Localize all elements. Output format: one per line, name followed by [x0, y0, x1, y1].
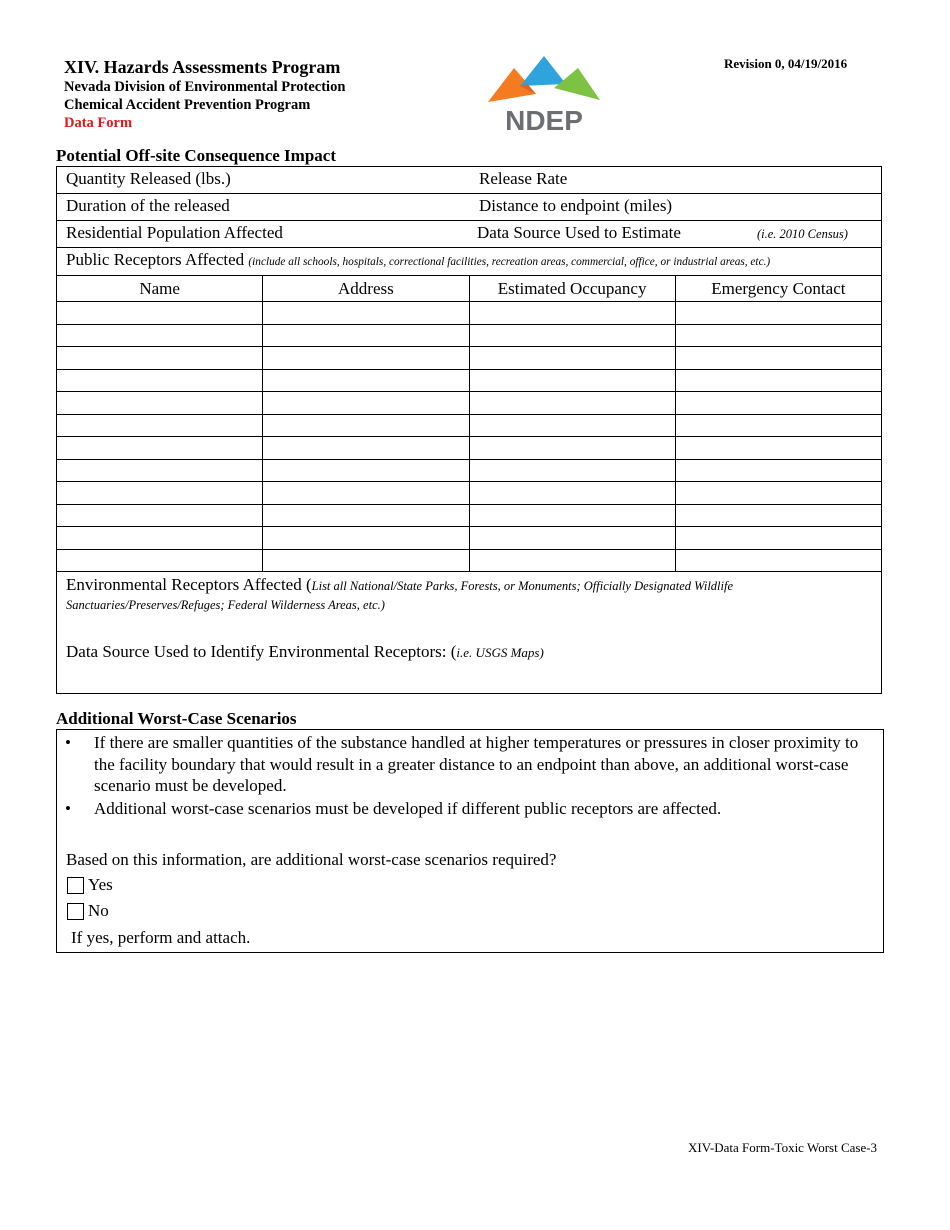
environmental-data-source: [66, 642, 544, 662]
column-header-occupancy: Estimated Occupancy: [469, 276, 675, 302]
cell-name[interactable]: [57, 347, 263, 370]
cell-emergency-contact[interactable]: [675, 549, 881, 572]
cell-occupancy[interactable]: [469, 324, 675, 347]
public-receptors-table: [56, 275, 882, 572]
cell-address[interactable]: [263, 324, 469, 347]
column-header-name: Name: [57, 276, 263, 302]
cell-address[interactable]: [263, 459, 469, 482]
logo-text: NDEP: [505, 105, 583, 134]
page-footer: XIV-Data Form-Toxic Worst Case-3: [688, 1140, 878, 1155]
yes-checkbox[interactable]: [67, 877, 84, 894]
cell-address[interactable]: [263, 482, 469, 505]
cell-name[interactable]: [57, 459, 263, 482]
table-row: [57, 414, 882, 437]
bullet-2-text: Additional worst-case scenarios must be developed if different public receptors are affected.: [94, 799, 722, 818]
cell-occupancy[interactable]: [469, 549, 675, 572]
cell-name[interactable]: [57, 504, 263, 527]
cell-emergency-contact[interactable]: [675, 347, 881, 370]
residential-label: Residential Population Affected: [66, 223, 283, 242]
cell-occupancy[interactable]: [469, 347, 675, 370]
public-receptors-label: Public Receptors Affected: [66, 250, 245, 269]
environmental-receptors-hint: List all National/State Parks, Forests, or Monuments; Officially Designated Wildlife Sanctuaries/Preserves/Refuges; Federal Wilderness Areas, etc.): [66, 579, 734, 612]
table-row: [57, 437, 882, 460]
cell-address[interactable]: [263, 302, 469, 325]
public-receptors-row: [56, 247, 882, 276]
cell-address[interactable]: [263, 369, 469, 392]
table-row: [57, 324, 882, 347]
cell-occupancy[interactable]: [469, 414, 675, 437]
cell-occupancy[interactable]: [469, 302, 675, 325]
yes-label: Yes: [88, 875, 113, 894]
cell-name[interactable]: [57, 369, 263, 392]
environmental-data-source-hint: i.e. USGS Maps): [456, 645, 544, 660]
table-row: [57, 347, 882, 370]
agency-name: Nevada Division of Environmental Protection: [64, 79, 346, 95]
cell-address[interactable]: [263, 347, 469, 370]
column-header-emergency-contact: Emergency Contact: [675, 276, 881, 302]
cell-name[interactable]: [57, 527, 263, 550]
worst-case-section-title: Additional Worst-Case Scenarios: [56, 709, 297, 728]
attach-instruction: If yes, perform and attach.: [71, 928, 251, 947]
cell-emergency-contact[interactable]: [675, 527, 881, 550]
revision-label: Revision 0, 04/19/2016: [724, 56, 848, 71]
environmental-data-source-label: Data Source Used to Identify Environmental Receptors:: [66, 642, 447, 661]
scenario-question: Based on this information, are additional worst-case scenarios required?: [66, 850, 557, 869]
cell-name[interactable]: [57, 414, 263, 437]
cell-name[interactable]: [57, 549, 263, 572]
no-label: No: [88, 901, 109, 920]
column-header-address: Address: [263, 276, 469, 302]
cell-occupancy[interactable]: [469, 459, 675, 482]
environmental-receptors-text: [66, 576, 856, 614]
bullet-2-marker: •: [65, 799, 71, 818]
ndep-logo: [484, 54, 604, 134]
data-source-label: Data Source Used to Estimate: [477, 223, 681, 242]
form-type-label: Data Form: [64, 115, 133, 131]
cell-occupancy[interactable]: [469, 437, 675, 460]
cell-occupancy[interactable]: [469, 369, 675, 392]
cell-address[interactable]: [263, 414, 469, 437]
bullet-1-marker: •: [65, 733, 71, 752]
environmental-open-paren: (: [305, 575, 312, 594]
cell-emergency-contact[interactable]: [675, 482, 881, 505]
cell-address[interactable]: [263, 504, 469, 527]
logo-mountain-blue: [520, 56, 566, 86]
cell-name[interactable]: [57, 482, 263, 505]
cell-emergency-contact[interactable]: [675, 392, 881, 415]
cell-emergency-contact[interactable]: [675, 437, 881, 460]
cell-emergency-contact[interactable]: [675, 369, 881, 392]
cell-occupancy[interactable]: [469, 392, 675, 415]
cell-address[interactable]: [263, 437, 469, 460]
cell-name[interactable]: [57, 324, 263, 347]
table-row: [57, 504, 882, 527]
quantity-label: Quantity Released (lbs.): [66, 169, 231, 188]
form-title: XIV. Hazards Assessments Program: [64, 57, 341, 77]
worst-case-box: [56, 729, 884, 953]
cell-name[interactable]: [57, 392, 263, 415]
release-rate-label: Release Rate: [479, 169, 568, 188]
cell-occupancy[interactable]: [469, 527, 675, 550]
residential-row: [56, 220, 882, 248]
environmental-data-source-open-paren: (: [450, 642, 457, 661]
no-checkbox[interactable]: [67, 903, 84, 920]
table-row: [57, 527, 882, 550]
public-receptors-hint: (include all schools, hospitals, correctional facilities, recreation areas, commercial, office, or industrial areas, etc.): [248, 256, 771, 268]
table-row: [57, 482, 882, 505]
cell-name[interactable]: [57, 302, 263, 325]
environmental-receptors-box: [56, 571, 882, 694]
cell-emergency-contact[interactable]: [675, 302, 881, 325]
duration-label: Duration of the released: [66, 196, 230, 215]
cell-occupancy[interactable]: [469, 504, 675, 527]
table-row: [57, 302, 882, 325]
table-header-row: [57, 276, 882, 302]
cell-address[interactable]: [263, 392, 469, 415]
consequence-section-title: Potential Off-site Consequence Impact: [56, 146, 336, 165]
table-row: [57, 369, 882, 392]
distance-label: Distance to endpoint (miles): [479, 196, 673, 215]
cell-emergency-contact[interactable]: [675, 504, 881, 527]
bullet-1-text: If there are smaller quantities of the substance handled at higher temperatures or pressures in closer proximity to the facility boundary that would result in a greater distance to an endpoint than above, an additional worst-case scenario must be developed.: [94, 733, 859, 795]
logo-mountain-green: [554, 68, 600, 100]
cell-emergency-contact[interactable]: [675, 459, 881, 482]
table-row: [57, 459, 882, 482]
cell-emergency-contact[interactable]: [675, 414, 881, 437]
cell-emergency-contact[interactable]: [675, 324, 881, 347]
cell-name[interactable]: [57, 437, 263, 460]
table-row: [57, 549, 882, 572]
environmental-receptors-label: Environmental Receptors Affected: [66, 575, 302, 594]
quantity-row: [56, 166, 882, 194]
program-name: Chemical Accident Prevention Program: [64, 97, 311, 113]
cell-address[interactable]: [263, 549, 469, 572]
cell-address[interactable]: [263, 527, 469, 550]
data-source-hint: (i.e. 2010 Census): [757, 227, 848, 241]
duration-row: [56, 193, 882, 221]
cell-occupancy[interactable]: [469, 482, 675, 505]
table-row: [57, 392, 882, 415]
public-receptors-line: [66, 250, 770, 270]
